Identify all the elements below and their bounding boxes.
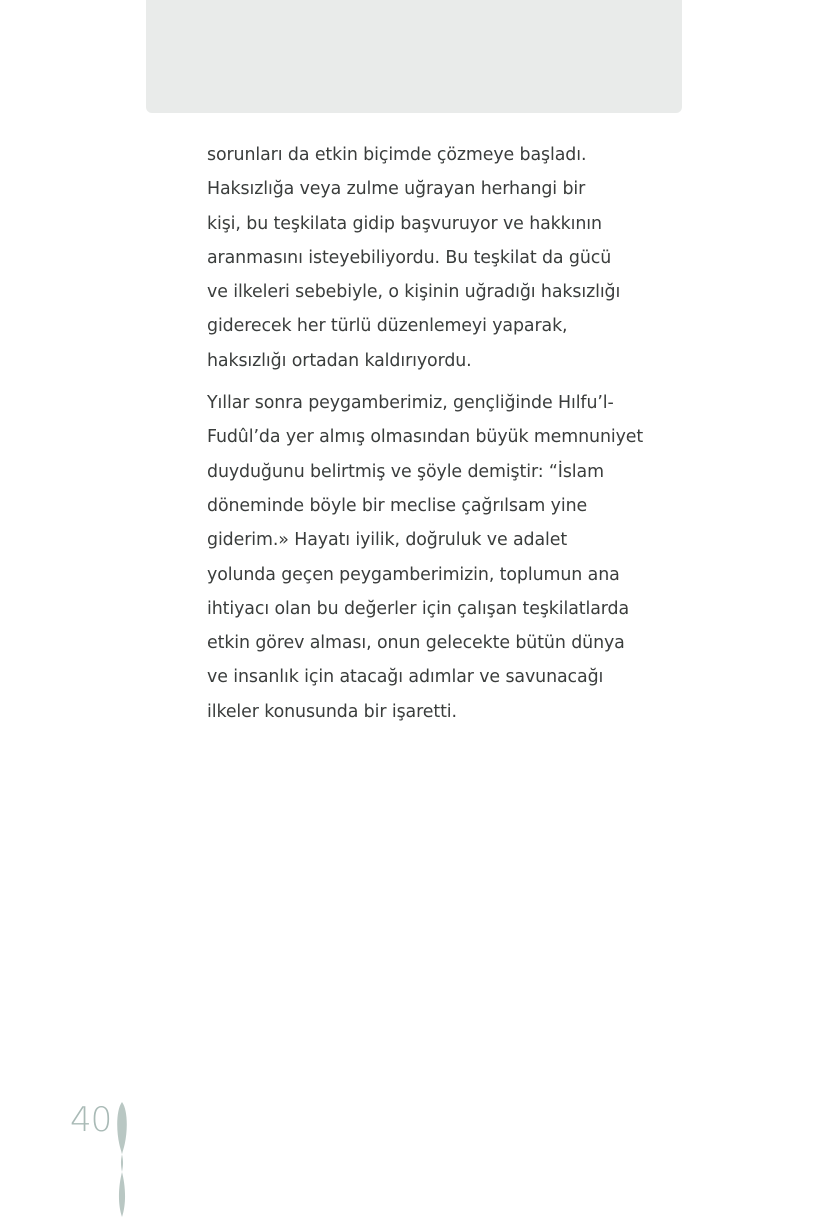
text-line: ihtiyacı olan bu değerler için çalışan teşkilatlarda <box>207 598 630 619</box>
page-ornament-icon <box>112 1102 132 1217</box>
text-line: giderim.» Hayatı iyilik, doğruluk ve adalet <box>207 530 568 551</box>
text-line: Haksızlığa veya zulme uğrayan herhangi bir <box>207 179 586 200</box>
header-image-placeholder <box>146 0 682 113</box>
text-line: sorunları da etkin biçimde çözmeye başladı. <box>207 145 587 165</box>
paragraph-2 <box>207 386 644 729</box>
text-line: Yıllar sonra peygamberimiz, gençliğinde Hılfu’l- <box>207 393 614 414</box>
text-line: yolunda geçen peygamberimizin, toplumun ana <box>207 564 620 585</box>
text-line: aranmasını isteyebiliyordu. Bu teşkilat da gücü <box>207 247 612 268</box>
page-number: 40 <box>70 1100 112 1140</box>
text-line: giderecek her türlü düzenlemeyi yaparak, <box>207 316 568 337</box>
text-line: duyduğunu belirtmiş ve şöyle demiştir: “İslam <box>207 461 604 482</box>
text-line: etkin görev alması, onun gelecekte bütün dünya <box>207 633 625 654</box>
body-text <box>207 138 644 729</box>
paragraph-spacer <box>207 378 637 386</box>
text-line: ilkeler konusunda bir işaretti. <box>207 701 457 722</box>
text-line: Fudûl’da yer almış olmasından büyük memnuniyet <box>207 427 644 448</box>
text-line: ve ilkeleri sebebiyle, o kişinin uğradığı haksızlığı <box>207 282 621 303</box>
text-line: ve insanlık için atacağı adımlar ve savunacağı <box>207 667 604 688</box>
text-line: kişi, bu teşkilata gidip başvuruyor ve hakkının <box>207 213 602 234</box>
text-line: haksızlığı ortadan kaldırıyordu. <box>207 350 472 371</box>
paragraph-1 <box>207 138 637 378</box>
text-line: döneminde böyle bir meclise çağrılsam yine <box>207 495 588 516</box>
